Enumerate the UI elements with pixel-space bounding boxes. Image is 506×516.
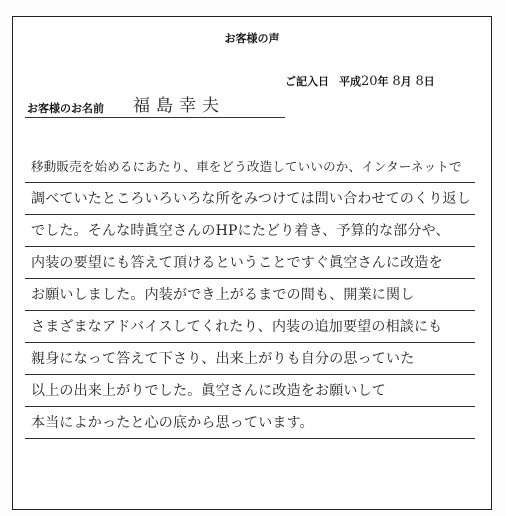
- month-unit: 月: [400, 75, 412, 88]
- name-underline: [25, 117, 285, 118]
- customer-name: 福島幸夫: [133, 96, 225, 116]
- date-label: ご記入日: [285, 75, 329, 88]
- comment-line: 内装の要望にも答えて頂けるということですぐ眞空さんに改造を: [25, 247, 475, 279]
- day-unit: 日: [423, 75, 435, 88]
- month-value: 8: [392, 74, 401, 89]
- day-value: 8: [415, 74, 424, 89]
- comment-line: 親身になって答えて下さり、出来上がりも自分の思っていた: [25, 343, 475, 375]
- comment-lines: [25, 151, 475, 439]
- comment-line: お願いしました。内装ができ上がるまでの間も、開業に関し: [25, 279, 475, 311]
- year-unit: 年: [377, 75, 389, 88]
- comment-line: でした。そんな時眞空さんのHPにたどり着き、予算的な部分や、: [25, 215, 475, 247]
- testimonial-form: [12, 16, 492, 510]
- comment-line: 調べていたところいろいろな所をみつけては問い合わせてのくり返し: [25, 183, 475, 215]
- name-label: お客様のお名前: [27, 102, 104, 115]
- year-value: 20: [361, 74, 378, 89]
- form-title: お客様の声: [224, 32, 280, 45]
- date-line: [285, 73, 435, 89]
- comment-line: 移動販売を始めるにあたり、車をどう改造していいのか、インターネットで: [25, 151, 475, 183]
- era-label: 平成: [339, 75, 361, 88]
- comment-line: さまざまなアドバイスしてくれたり、内装の追加要望の相談にも: [25, 311, 475, 343]
- comment-line: 以上の出来上がりでした。眞空さんに改造をお願いして: [25, 375, 475, 407]
- comment-line: 本当によかったと心の底から思っています。: [25, 407, 475, 439]
